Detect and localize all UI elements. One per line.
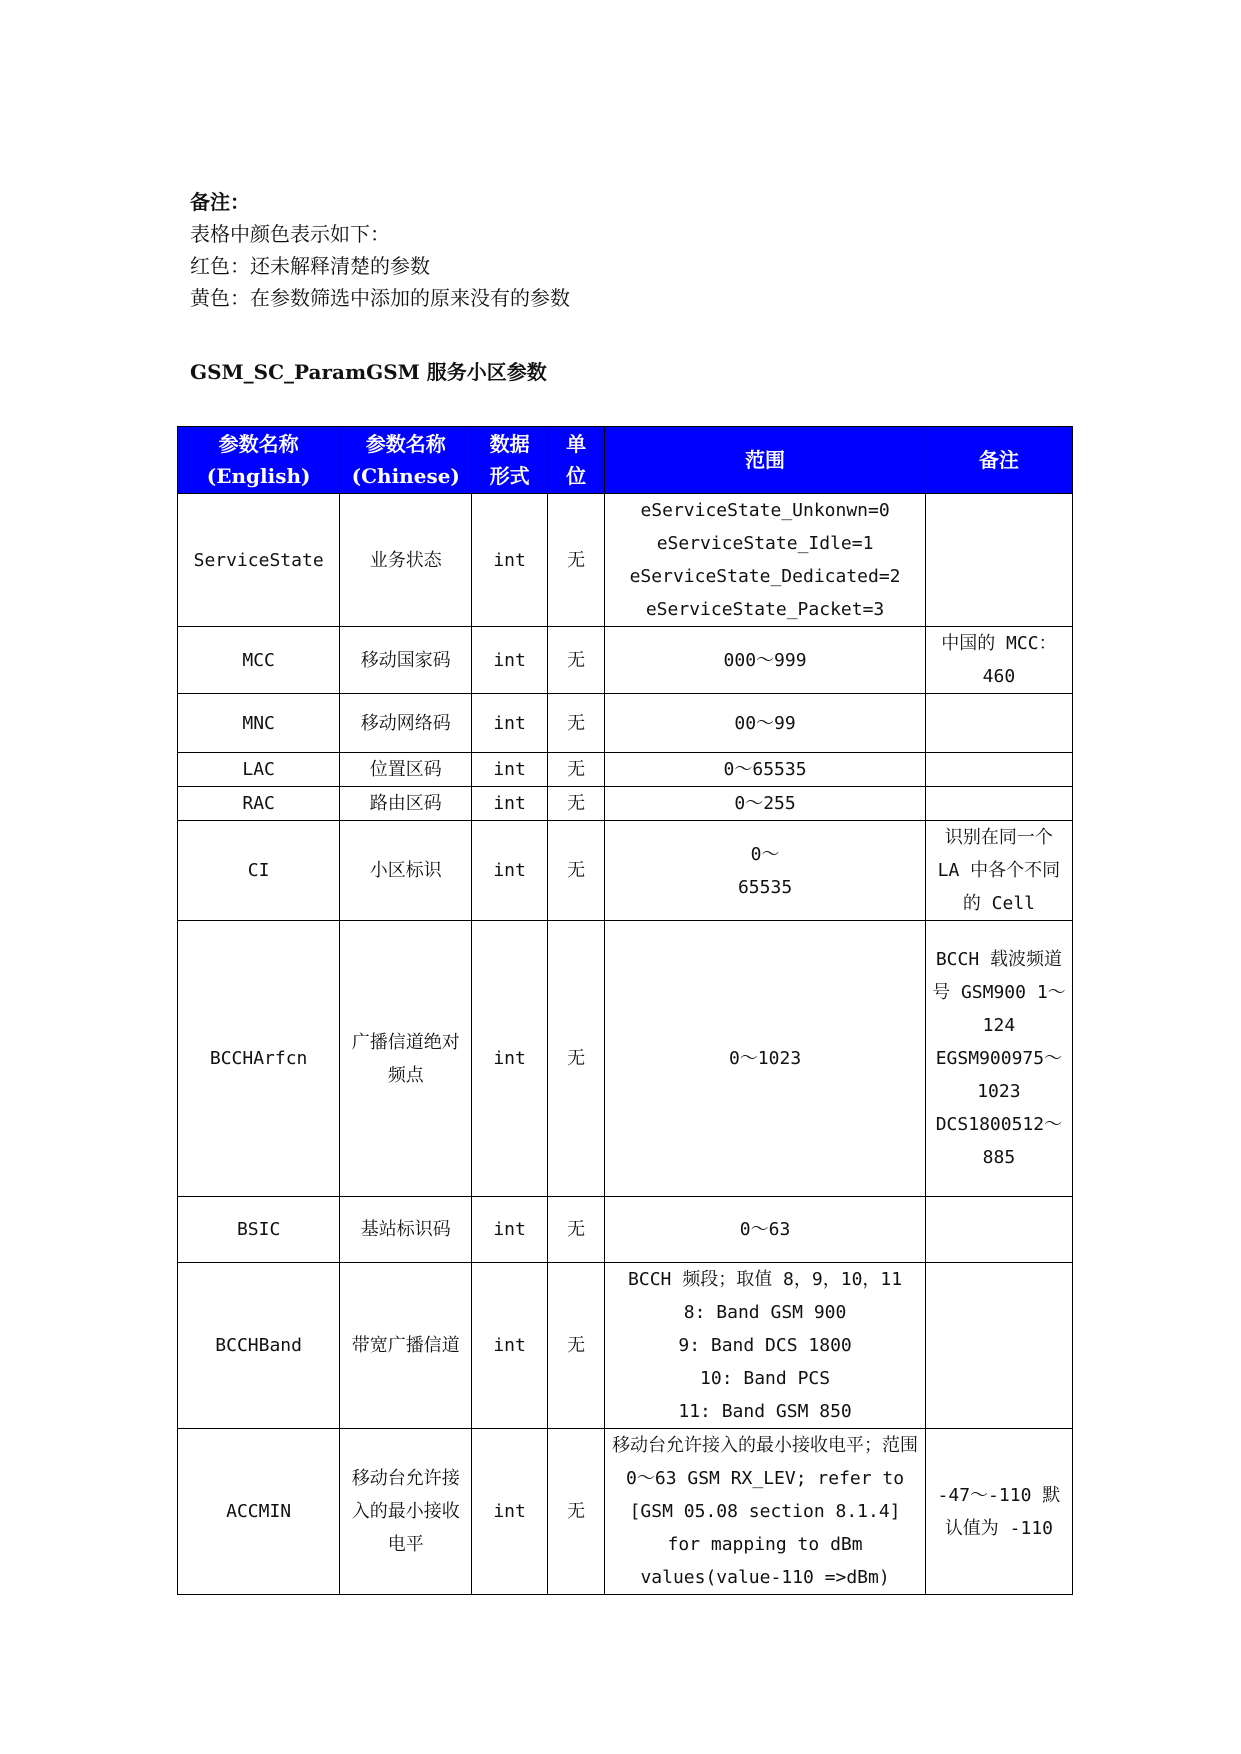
cell-unit: 无 xyxy=(547,787,604,821)
cell-unit: 无 xyxy=(547,1429,604,1595)
cell-chinese-name: 路由区码 xyxy=(340,787,472,821)
cell-range: 0～63 xyxy=(605,1197,926,1263)
cell-type: int xyxy=(472,494,548,627)
cell-english-name: BCCHArfcn xyxy=(178,921,340,1197)
cell-chinese-name: 广播信道绝对频点 xyxy=(340,921,472,1197)
header-data-type: 数据 形式 xyxy=(472,427,548,494)
cell-chinese-name: 移动国家码 xyxy=(340,627,472,694)
parameter-table xyxy=(177,426,1073,1595)
table-row xyxy=(178,627,1073,694)
cell-note: 识别在同一个 LA 中各个不同的 Cell xyxy=(925,821,1072,921)
cell-note xyxy=(925,753,1072,787)
cell-unit: 无 xyxy=(547,1197,604,1263)
notes-line: 黄色：在参数筛选中添加的原来没有的参数 xyxy=(190,286,570,310)
header-range: 范围 xyxy=(605,427,926,494)
cell-note xyxy=(925,694,1072,753)
header-row xyxy=(178,427,1073,494)
section-title: GSM_SC_ParamGSM 服务小区参数 xyxy=(190,360,547,384)
table-row xyxy=(178,821,1073,921)
cell-note: BCCH 载波频道号 GSM900 1～124 EGSM900975～1023 DCS1800512～885 xyxy=(925,921,1072,1197)
cell-range: eServiceState_Unkonwn=0 eServiceState_Idle=1 eServiceState_Dedicated=2 eServiceState_Packet=3 xyxy=(605,494,926,627)
cell-english-name: LAC xyxy=(178,753,340,787)
cell-range: BCCH 频段；取值 8，9，10，11 8: Band GSM 900 9: Band DCS 1800 10: Band PCS 11: Band GSM 850 xyxy=(605,1263,926,1429)
cell-english-name: BCCHBand xyxy=(178,1263,340,1429)
header-unit: 单 位 xyxy=(547,427,604,494)
cell-unit: 无 xyxy=(547,627,604,694)
cell-note xyxy=(925,1263,1072,1429)
cell-range: 0～1023 xyxy=(605,921,926,1197)
cell-english-name: ServiceState xyxy=(178,494,340,627)
cell-type: int xyxy=(472,694,548,753)
cell-unit: 无 xyxy=(547,821,604,921)
cell-english-name: CI xyxy=(178,821,340,921)
cell-chinese-name: 带宽广播信道 xyxy=(340,1263,472,1429)
cell-english-name: RAC xyxy=(178,787,340,821)
cell-chinese-name: 移动台允许接入的最小接收电平 xyxy=(340,1429,472,1595)
cell-type: int xyxy=(472,821,548,921)
notes-line: 表格中颜色表示如下： xyxy=(190,222,390,246)
cell-english-name: MNC xyxy=(178,694,340,753)
cell-note xyxy=(925,494,1072,627)
header-chinese-name: 参数名称 (Chinese) xyxy=(340,427,472,494)
cell-range: 00～99 xyxy=(605,694,926,753)
cell-range: 0～255 xyxy=(605,787,926,821)
table-row xyxy=(178,494,1073,627)
cell-unit: 无 xyxy=(547,694,604,753)
header-note: 备注 xyxy=(925,427,1072,494)
cell-note xyxy=(925,787,1072,821)
notes-line: 红色：还未解释清楚的参数 xyxy=(190,254,430,278)
cell-type: int xyxy=(472,921,548,1197)
cell-chinese-name: 位置区码 xyxy=(340,753,472,787)
cell-type: int xyxy=(472,1263,548,1429)
cell-range: 0～ 65535 xyxy=(605,821,926,921)
table-row xyxy=(178,694,1073,753)
cell-unit: 无 xyxy=(547,494,604,627)
cell-range: 000～999 xyxy=(605,627,926,694)
table-row xyxy=(178,753,1073,787)
cell-unit: 无 xyxy=(547,921,604,1197)
cell-chinese-name: 基站标识码 xyxy=(340,1197,472,1263)
header-english-name: 参数名称 (English) xyxy=(178,427,340,494)
cell-note: -47～-110 默认值为 -110 xyxy=(925,1429,1072,1595)
cell-type: int xyxy=(472,753,548,787)
table-row xyxy=(178,921,1073,1197)
cell-range: 0～65535 xyxy=(605,753,926,787)
cell-type: int xyxy=(472,627,548,694)
cell-chinese-name: 移动网络码 xyxy=(340,694,472,753)
cell-chinese-name: 小区标识 xyxy=(340,821,472,921)
cell-range: 移动台允许接入的最小接收电平；范围 0～63 GSM RX_LEV; refer to [GSM 05.08 section 8.1.4] for mapping to dBm values(value-110 =>dBm) xyxy=(605,1429,926,1595)
notes-block xyxy=(190,186,570,314)
cell-note xyxy=(925,1197,1072,1263)
table-row xyxy=(178,1263,1073,1429)
cell-type: int xyxy=(472,1429,548,1595)
cell-type: int xyxy=(472,1197,548,1263)
cell-english-name: BSIC xyxy=(178,1197,340,1263)
table-row xyxy=(178,1197,1073,1263)
cell-english-name: ACCMIN xyxy=(178,1429,340,1595)
cell-unit: 无 xyxy=(547,753,604,787)
cell-unit: 无 xyxy=(547,1263,604,1429)
cell-note: 中国的 MCC：460 xyxy=(925,627,1072,694)
cell-chinese-name: 业务状态 xyxy=(340,494,472,627)
cell-english-name: MCC xyxy=(178,627,340,694)
table-row xyxy=(178,1429,1073,1595)
notes-title: 备注： xyxy=(190,190,250,214)
table-row xyxy=(178,787,1073,821)
cell-type: int xyxy=(472,787,548,821)
